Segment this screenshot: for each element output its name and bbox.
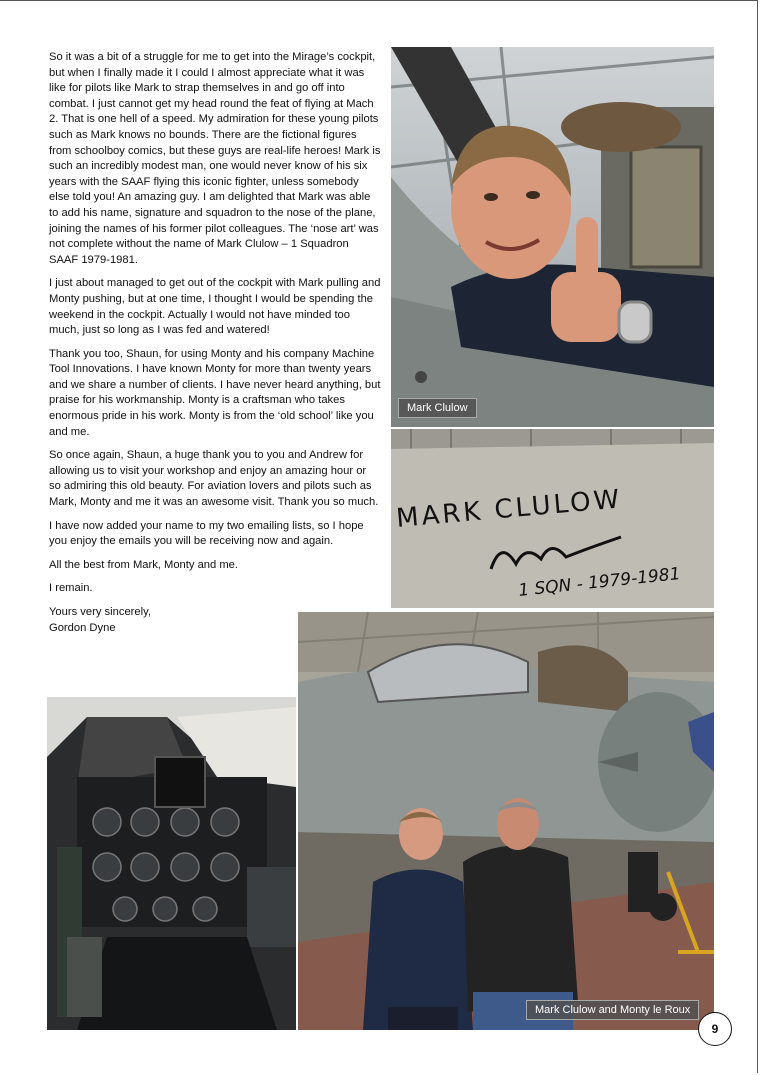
- paragraph: So once again, Shaun, a huge thank you to you and Andrew for allowing us to visit your workshop and enjoy an amazing hour or so admiring this old beauty. For aviation lovers and pilots such as Mark, Monty and me it was an awesome visit. Thank you so much.: [49, 449, 379, 509]
- paragraph: So it was a bit of a struggle for me to get into the Mirage’s cockpit, but when I finally made it I could I almost appreciate what it was like for pilots like Mark to strap themselves in and go off into combat. I just cannot get my head round the feat of flying at Mach 2. That is one hell of a speed. My admiration for these young pilots such as Mark knows no bounds. There are the fictional figures from schoolboy comics, but these guys are real-life heroes! Mark is such an incredibly modest man, one would never know of his six years with the SAAF flying this iconic fighter, unless somebody else told you! An amazing guy. I am delighted that Mark was able to add his name, signature and squadron to the nose of the plane, joining the names of his former pilot colleagues. The ‘nose art’ was not complete without the name of Mark Clulow – 1 Squadron SAAF 1979-1981.: [49, 51, 381, 266]
- photo-caption: Mark Clulow: [398, 398, 477, 418]
- signature-photo: [391, 429, 714, 608]
- paragraph: I just about managed to get out of the cockpit with Mark pulling and Monty pushing, but at one time, I thought I would be spending the weekend in the cockpit. Actually I would not have minded too much, just so long as I was fed and watered!: [49, 277, 381, 337]
- paragraph: I remain.: [49, 582, 93, 595]
- paragraph: I have now added your name to my two emailing lists, so I hope you enjoy the emails you will be receiving now and again.: [49, 519, 364, 548]
- photo-caption: Mark Clulow and Monty le Roux: [526, 1000, 699, 1020]
- paragraph: Thank you too, Shaun, for using Monty and his company Machine Tool Innovations. I have known Monty for more than twenty years and we share a number of clients. I have never heard anything, but praise for his workmanship. Monty is a craftsman who takes enormous pride in his work. Monty is from the ‘old school’ like you and me.: [49, 347, 381, 438]
- article-body: [49, 50, 381, 636]
- mark-cockpit-photo: [391, 47, 714, 427]
- signature-squadron: 1 SQN - 1979-1981: [517, 564, 682, 601]
- group-photo: [298, 612, 714, 1030]
- closing-line: Yours very sincerely,: [49, 606, 151, 618]
- page-number: 9: [698, 1012, 732, 1046]
- cockpit-interior-photo: [47, 697, 296, 1030]
- signature-name: MARK CLULOW: [394, 484, 624, 534]
- author-name: Gordon Dyne: [49, 621, 116, 634]
- paragraph: All the best from Mark, Monty and me.: [49, 558, 239, 571]
